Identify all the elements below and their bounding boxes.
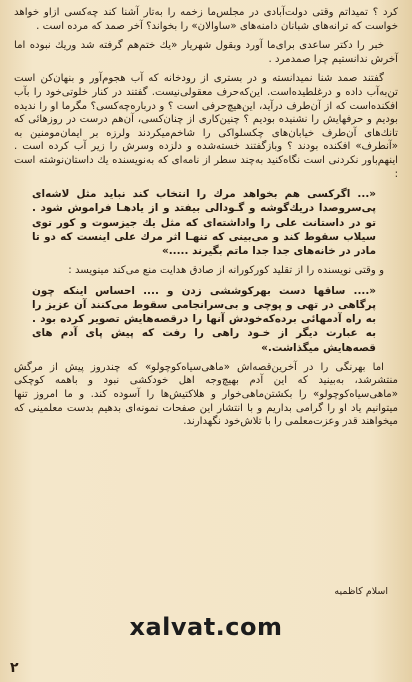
site-watermark: xalvat.com bbox=[129, 613, 283, 641]
author-signature: اسلام کاظمیه bbox=[334, 586, 388, 597]
quotation-2: «.... ساقها دست بهرکوششی زدن و .... احساس اینکه چون پرگاهی در تهی و پوچی و بی‌سرانجامی سقوط می‌کنند آن عزیز را به راه آدمهائی برده‌که‌خودش آنها را درقصه‌هایش تصویر کرده بود . به عبارت دیگر از خـود راهی را رفت که پیش پای آدم های قصه‌هایش میگذاشت.» bbox=[32, 284, 376, 354]
paragraph-4: و وقتی نویسنده را از تقلید کورکورانه از صادق هدایت منع می‌کند مینویسد : bbox=[68, 265, 384, 277]
quotation-1: «... اگرکسی هم بخواهد مرك را انتخاب کند نباید مثل لاشه‌ای پی‌سروصدا دریك‌گوشه و گـودالی بیفتد و از یادهـا فراموش شود . تو در داستانت علی را واداشته‌ای که مثل یك جیزسوت و کور توی سیلاب سقوط کند و می‌بینی که تنهـا اثر مرك علی اینست که دو تا مادر در خانه‌های جدا جدا ماتم بگیرند .....» bbox=[32, 188, 376, 257]
paragraph-5: اما بهرنگی را در آخرین‌قصه‌اش «ماهی‌سیاه‌کوچولو» که چندروز پیش از مرگش منتشرشد، به‌بینید که این آدم بهیچ‌وجه اهل خودکشی نبود و باهمه کوچکی «ماهی‌سیاه‌کوچولو» را بکشتن‌ماهی‌خوار و هلاکتیش‌ها را آسوده کند. و ما امروز تنها میتوانیم یاد او را گرامی بداریم و با انتشار این صفحات نمونه‌ای بدهیم بدست معلمینی که میخواهند قدر وعزت‌معلمی را با تلاش‌خود نگهدارند. bbox=[14, 361, 398, 428]
page-number: ۲ bbox=[10, 660, 19, 676]
paragraph-2: خبر را دکتر ساعدی برای‌ما آورد وبقول شهریار «یك ختم‌هم گرفته شد و‌ریك نبوده اما آخرش ندانستیم چرا صمدمرد . bbox=[14, 40, 398, 65]
paragraph-1: کرد ؟ تمیداتم وقتی دولت‌آبادی در مجلس‌ما زخمه را به‌تار آشنا کند چه‌کسی ازاو خواهد خواست که ترانه‌های شبانان دامنه‌های «ساوالان» را بخواند؟ آخر صمد که مرده است . bbox=[14, 7, 398, 32]
paragraph-3: گفتند صمد شنا نمیدانسته و در بستری از رودخانه که آب هجوم‌آور و بنهان‌کن است تن‌به‌آب داده و درغلطیده‌است. این‌که‌حرف معقولی‌نیست. گفتند در کنار خلوتی‌خود را بآب افکنده‌است که از آن‌طرف درآید، این‌هیچ‌حرفی است ؟ و درباره‌چه‌کسی؟ مگرما او را ندیده بودیم و حرفهایش را نشنیده بودیم ؟ چنین‌کاری از چنان‌کسی، آن‌هم درست در روزهائی که تانك‌های آن‌طرف خیابان‌های چکسلواکی را شاخم‌میکردند ولرزه بر ایمان‌مومنین به «آنطرف» افکنده بودند ؟ وبازگفتند خسته‌شده و دلزده وسرش را زیر آب کرده است . اینهم‌باور نکردنی است نگاه‌کنید به‌چند سطر از نامه‌ای که به‌نویسنده یك داستان‌نوشته است : bbox=[14, 73, 398, 180]
article-body bbox=[14, 6, 398, 435]
